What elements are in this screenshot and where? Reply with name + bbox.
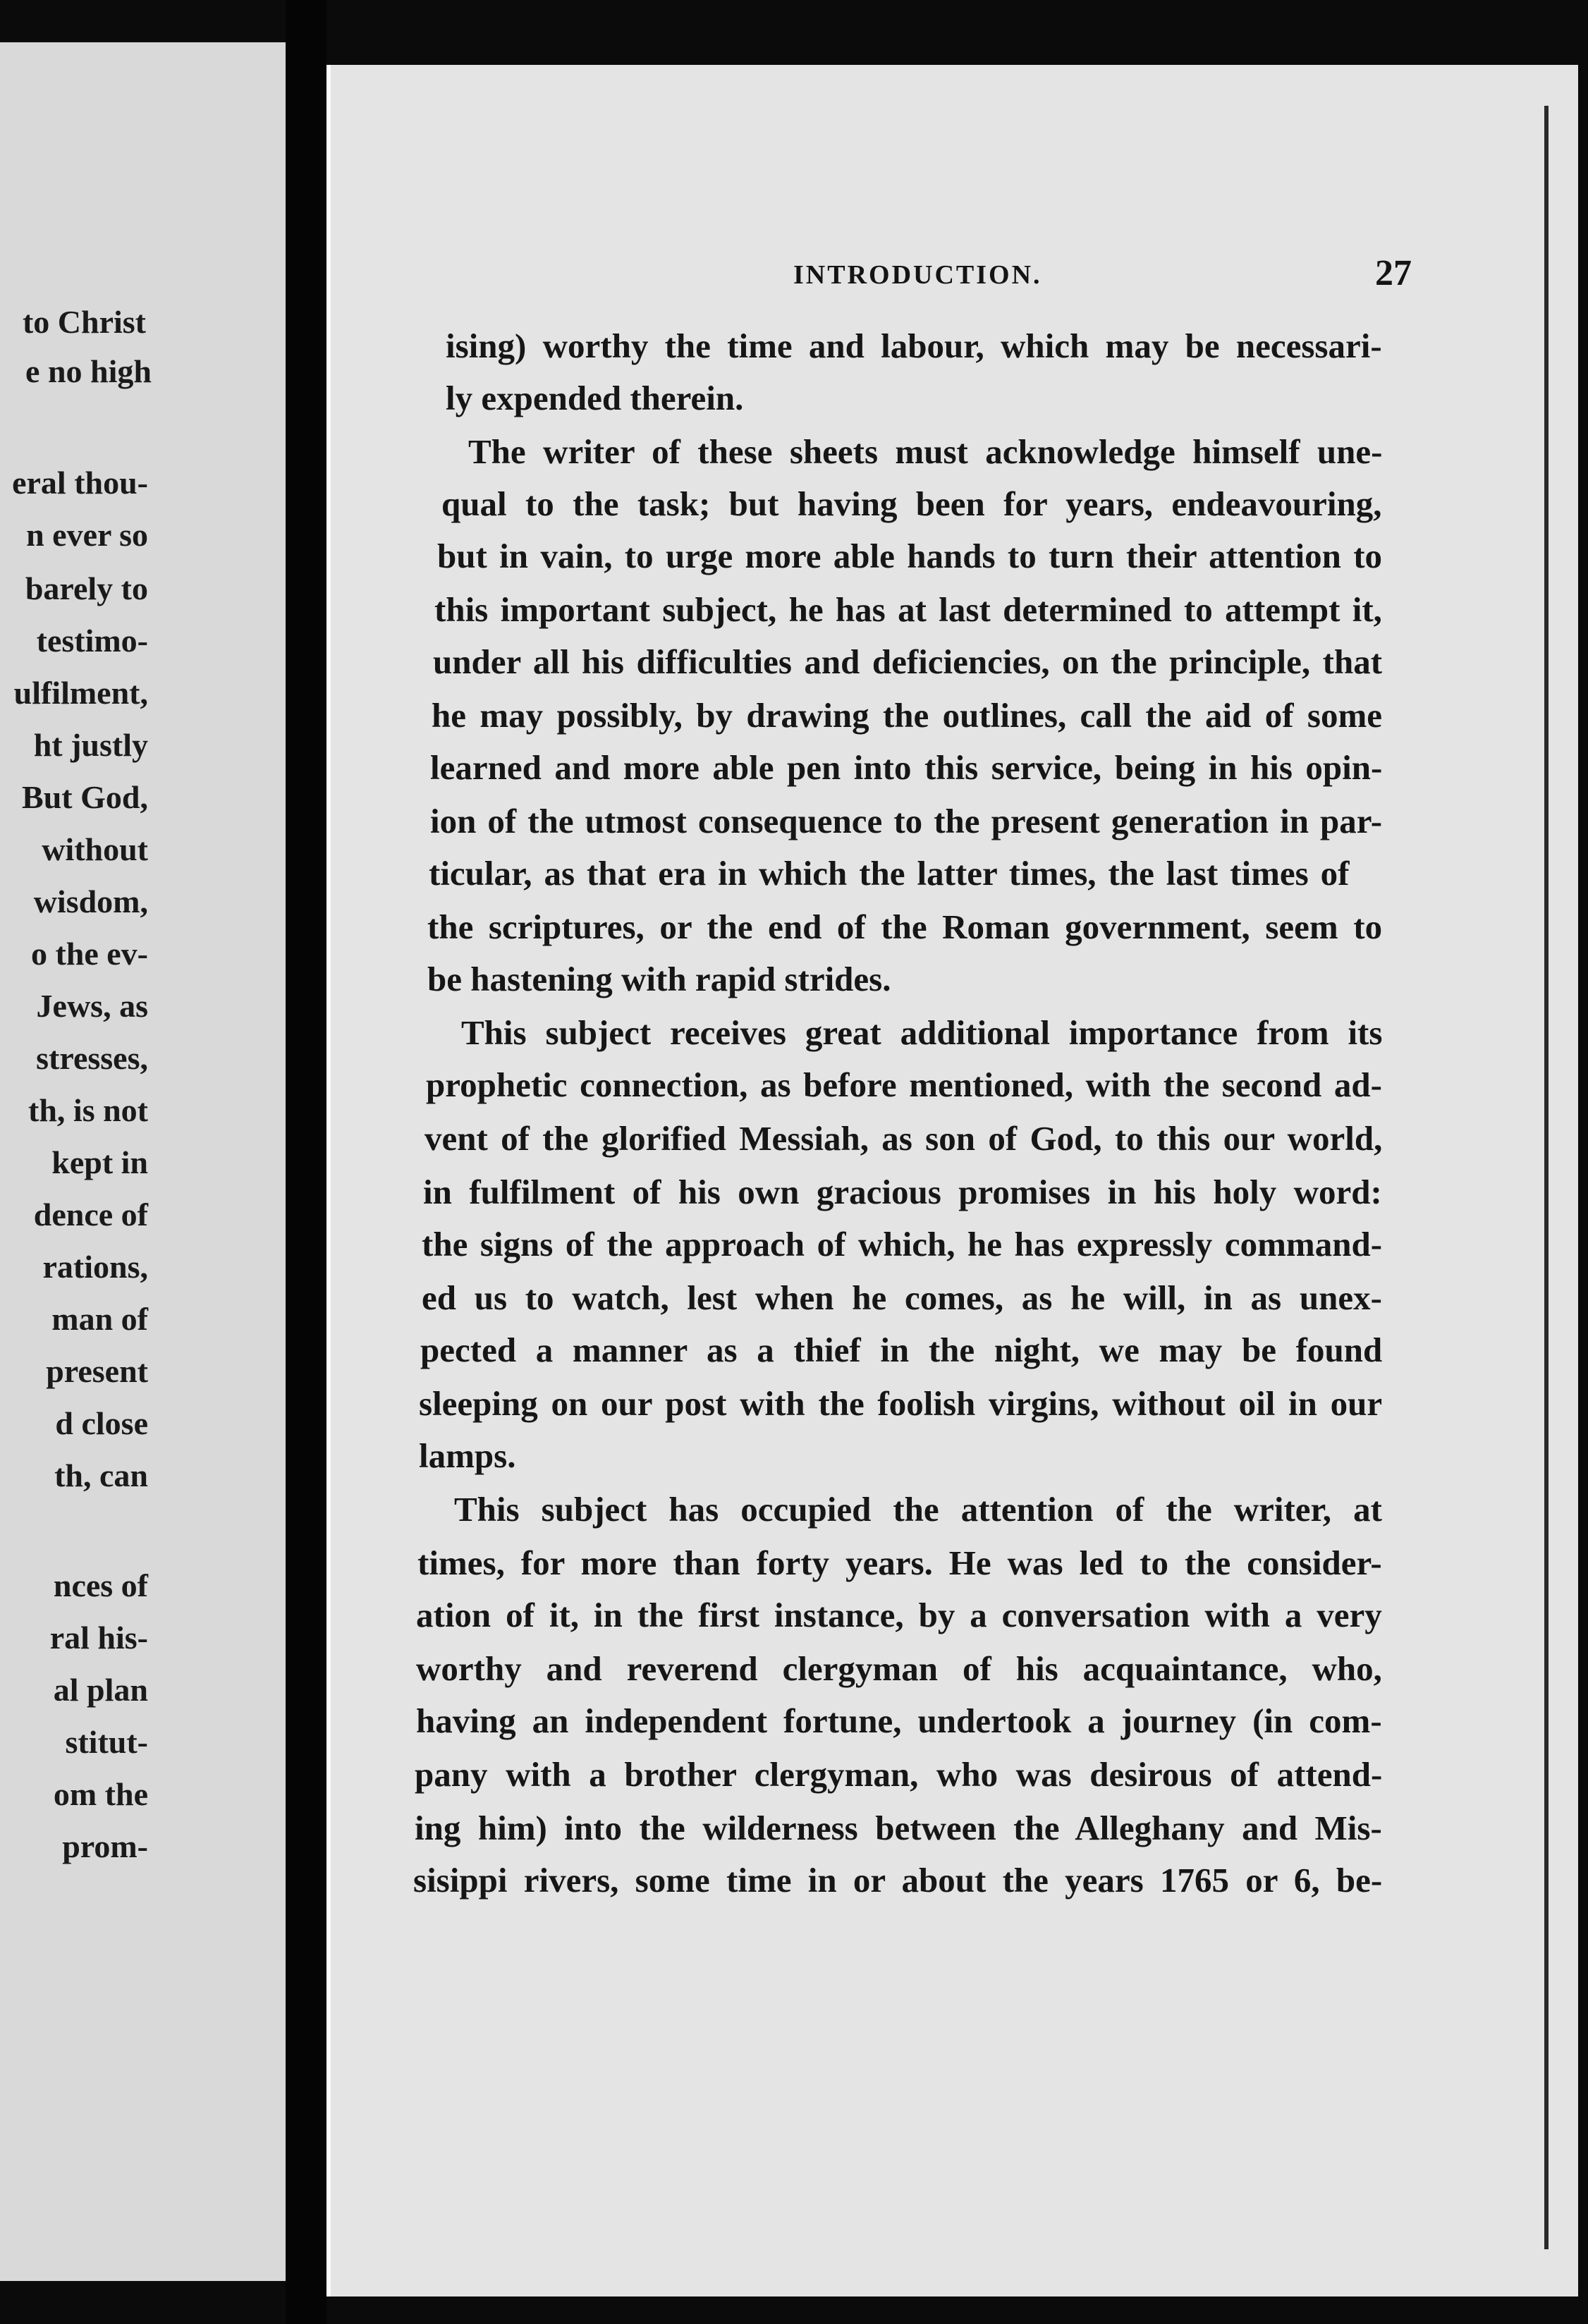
left-facing-page — [0, 42, 286, 2281]
body-line: this important subject, he has at last determined to attempt it, — [434, 590, 1382, 629]
left-page-line: th, is not — [28, 1092, 148, 1128]
body-line: ing him) into the wilderness between the Alleghany and Mis- — [415, 1809, 1382, 1847]
body-line — [429, 853, 1350, 893]
body-line: This subject has occupied the attention of the writer, at — [454, 1490, 1382, 1529]
left-page-line: e no high — [25, 353, 152, 389]
body-line: sleeping on our post with the foolish virgins, without oil in our — [419, 1384, 1383, 1423]
left-page-line: to Christ — [22, 304, 146, 340]
left-page-line: present — [46, 1353, 148, 1389]
left-page-line: d close — [55, 1405, 148, 1441]
body-line: times, for more than forty years. He was led to the consider- — [417, 1543, 1382, 1582]
page-edge-shadow — [1544, 106, 1549, 2249]
body-line: ation of it, in the first instance, by a conversation with a very — [416, 1596, 1382, 1634]
body-line: ed us to watch, lest when he comes, as he will, in as unex- — [422, 1278, 1382, 1317]
body-line: pected a manner as a thief in the night, we may be found — [420, 1331, 1383, 1369]
body-line: The writer of these sheets must acknowledge himself une- — [468, 432, 1383, 471]
left-page-line: nces of — [53, 1567, 148, 1603]
left-page-line: th, can — [54, 1457, 148, 1493]
left-page-line: ral his- — [49, 1620, 148, 1656]
left-page-line: Jews, as — [36, 988, 148, 1024]
left-page-line: testimo- — [36, 623, 148, 659]
left-page-line: al plan — [53, 1672, 148, 1708]
body-line: learned and more able pen into this service, being in his opin- — [430, 748, 1383, 787]
page-number: 27 — [1375, 253, 1412, 293]
body-line: but in vain, to urge more able hands to turn their attention to — [437, 537, 1383, 575]
body-line: ising) worthy the time and labour, which may be necessari- — [446, 326, 1382, 365]
body-line: vent of the glorified Messiah, as son of God, to this our world, — [425, 1119, 1383, 1158]
left-page-line: But God, — [22, 779, 148, 815]
left-page-line: eral thou- — [12, 465, 148, 501]
left-page-line: without — [42, 831, 148, 867]
body-line: qual to the task; but having been for years, endeavouring, — [441, 484, 1382, 523]
left-page-line: man of — [51, 1301, 148, 1337]
book-gutter — [286, 0, 326, 2324]
body-line: the signs of the approach of which, he has expressly command- — [422, 1225, 1383, 1264]
body-line: having an independent fortune, undertook a journey (in com- — [416, 1701, 1382, 1740]
body-line: pany with a brother clergyman, who was desirous of attend- — [415, 1755, 1383, 1794]
left-page-line: n ever so — [26, 517, 148, 553]
left-page-line: kept in — [51, 1144, 148, 1180]
left-page-line: o the ev- — [30, 936, 148, 972]
left-page-line: rations, — [42, 1249, 148, 1285]
left-page-line: prom- — [62, 1828, 148, 1864]
body-line: worthy and reverend clergyman of his acquaintance, who, — [416, 1649, 1382, 1688]
body-line: lamps. — [419, 1436, 516, 1475]
body-line: in fulfilment of his own gracious promises in his holy word: — [423, 1173, 1382, 1211]
left-page-line: barely to — [25, 570, 148, 606]
body-line: he may possibly, by drawing the outlines, call the aid of some — [432, 696, 1383, 735]
body-line: This subject receives great additional importance from its — [461, 1013, 1383, 1052]
body-line: sisippi rivers, some time in or about the years 1765 or 6, be- — [413, 1861, 1383, 1900]
body-line: prophetic connection, as before mentioned, with the second ad- — [426, 1065, 1382, 1104]
left-page-line: ulfilment, — [13, 675, 148, 711]
body-line: ly expended therein. — [446, 379, 744, 417]
left-page-line: ht justly — [33, 727, 148, 763]
body-line: be hastening with rapid strides. — [427, 960, 891, 998]
body-line-part: ticular, as that era in which the latter times, the last times of — [429, 854, 1350, 893]
body-line: the scriptures, or the end of the Roman government, seem to — [427, 907, 1383, 946]
left-page-line: wisdom, — [33, 883, 148, 919]
left-page-line: stitut- — [65, 1724, 148, 1760]
left-page-line: stresses, — [36, 1040, 148, 1076]
body-line: under all his difficulties and deficiencies, on the principle, that — [433, 642, 1383, 681]
running-header-title: INTRODUCTION. — [793, 260, 1042, 290]
body-line: ion of the utmost consequence to the present generation in par- — [430, 802, 1383, 840]
left-page-line: om the — [53, 1776, 148, 1812]
left-page-line: dence of — [33, 1197, 148, 1233]
